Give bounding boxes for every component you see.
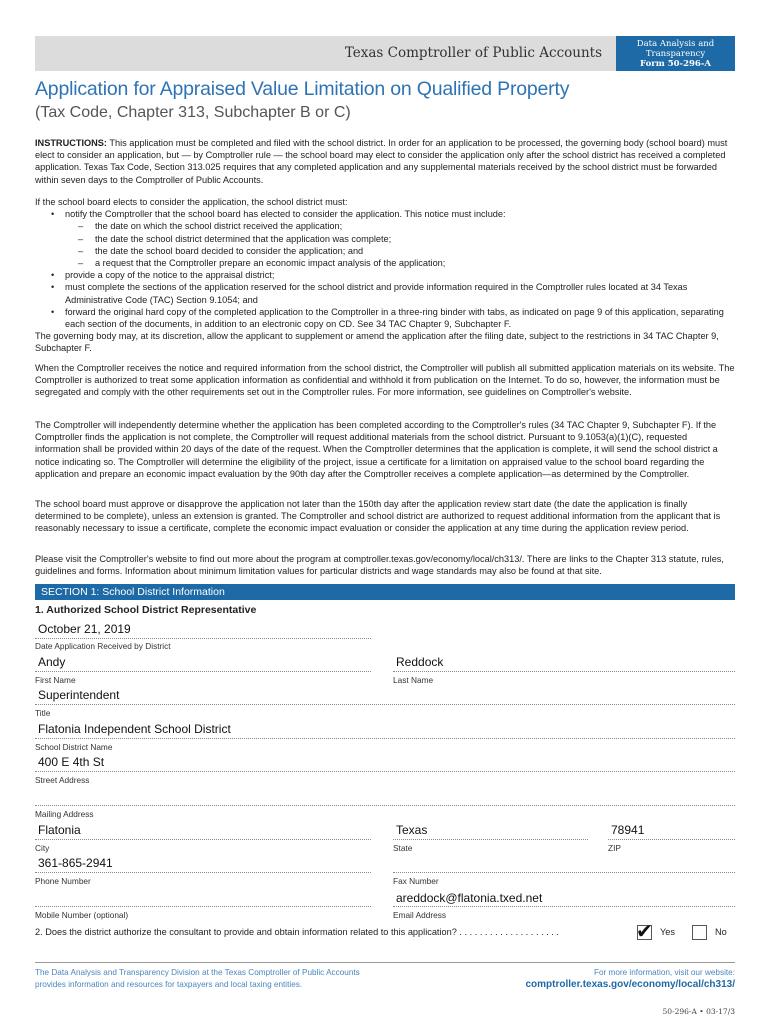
footer-line-2: provides information and resources for taxpayers and local taxing entities. (35, 980, 303, 989)
notice-contents-list (35, 220, 735, 269)
duties-list (35, 208, 735, 330)
street-address-line (35, 771, 735, 772)
zip-label: ZIP (608, 843, 621, 853)
agency-name: Texas Comptroller of Public Accounts (344, 45, 602, 61)
instructions-paragraph-4: The Comptroller will independently determine whether the application has been completed according to the Comptroller's rules (34 TAC Chapter 9, Subchapter F). If the Comptroller finds the application is not complete, the Comptroller will request additional materials from the school district. Pursuant to 9.1053(a)(1)(C), requested information shall be provided within 20 days of the date of the request. When the Comptroller determines that the application is complete, it will send the school district a notice indicating so. The Comptroller will determine the eligibility of the project, issue a certificate for a limitation on appraised value to the school board regarding the application and prepare an economic impact evaluation by the 90th day after the Comptroller receives a complete application—as determined by the Comptroller. (35, 420, 718, 479)
page-title: Application for Appraised Value Limitation on Qualified Property (35, 78, 570, 100)
governing-body-note: The governing body may, at its discretion, allow the applicant to supplement or amend the application after the filing date, subject to the restrictions in 34 TAC Chapter 9, Subchapter F. (35, 331, 719, 354)
fax-line (393, 872, 735, 873)
duty-notify (35, 208, 735, 269)
email-field[interactable]: areddock@flatonia.txed.net (396, 891, 543, 905)
division-line-1: Data Analysis and (636, 39, 715, 49)
duty-notify-text: notify the Comptroller that the school board has elected to consider the application. This notice must include: (65, 209, 506, 220)
footer-website-label: For more information, visit our website: (593, 968, 735, 977)
street-address-label: Street Address (35, 775, 90, 785)
title-field[interactable]: Superintendent (38, 688, 120, 702)
representative-heading: 1. Authorized School District Representative (35, 604, 257, 616)
footer-website-link[interactable]: comptroller.texas.gov/economy/local/ch313/ (525, 979, 735, 990)
last-name-label: Last Name (393, 675, 434, 685)
notice-item: – a request that the Comptroller prepare an economic impact analysis of the application; (35, 257, 735, 269)
yes-label: Yes (660, 927, 675, 937)
zip-line (608, 839, 735, 840)
state-line (393, 839, 588, 840)
last-name-line (393, 671, 735, 672)
phone-field[interactable]: 361-865-2941 (38, 856, 113, 870)
instructions-paragraph-2 (35, 196, 735, 355)
footer-website (525, 967, 735, 991)
footer-divider (35, 962, 735, 963)
no-checkbox[interactable] (692, 925, 707, 940)
date-received-field[interactable]: October 21, 2019 (38, 622, 131, 636)
consultant-authorization-question: 2. Does the district authorize the consultant to provide and obtain information related to this application? . . . . . . . . . . . . . . . . . . . . (35, 927, 559, 937)
city-field[interactable]: Flatonia (38, 823, 81, 837)
instructions-paragraph-5: The school board must approve or disapprove the application not later than the 150th day after the application review start date (the date the application is finally determined to be complete), unless an extension is granted. The Comptroller and school district are authorized to request additional information from the applicant that is reasonably necessary to issue a certificate, complete the economic impact evaluation or consider the application at any time during the application review period. (35, 499, 721, 534)
city-label: City (35, 843, 50, 853)
date-received-line (35, 638, 371, 639)
first-name-field[interactable]: Andy (38, 655, 66, 669)
notice-item: – the date the school district determined that the application was complete; (35, 233, 735, 245)
mobile-label: Mobile Number (optional) (35, 910, 129, 920)
date-received-label: Date Application Received by District (35, 641, 171, 651)
school-district-line (35, 738, 735, 739)
instructions-paragraph-6: Please visit the Comptroller's website to find out more about the program at comptroller.texas.gov/economy/local/ch313/. There are links to the Chapter 313 statute, rules, guidelines and forms. Information about minimum limitation values for particular districts and wage standards may also be found at that site. (35, 554, 724, 577)
footer-line-1: The Data Analysis and Transparency Division at the Texas Comptroller of Public Accounts (35, 968, 360, 977)
phone-line (35, 872, 371, 873)
division-line-2: Transparency (645, 49, 706, 59)
duty-complete-sections: • must complete the sections of the application reserved for the school district and provide information required in the Comptroller rules located at 34 Texas Administrative Code (TAC) Section 9.1054; and (35, 281, 735, 305)
street-address-field[interactable]: 400 E 4th St (38, 755, 105, 769)
mobile-line (35, 906, 371, 907)
form-revision-code: 50-296-A • 03-17/3 (662, 1007, 735, 1016)
mailing-address-line (35, 805, 735, 806)
duty-forward-original: • forward the original hard copy of the completed application to the Comptroller in a three-ring binder with tabs, as indicated on page 9 of this application, separating each section of the documents, in addition to an electronic copy on CD. See 34 TAC Chapter 9, Subchapter F. (35, 306, 735, 330)
first-name-line (35, 671, 371, 672)
form-id-box (616, 36, 735, 71)
email-label: Email Address (393, 910, 447, 920)
footer-description (35, 967, 415, 991)
form-number: Form 50-296-A (640, 59, 711, 69)
notice-item: – the date on which the school district received the application; (35, 220, 735, 232)
checkmark-icon: ✔ (636, 919, 653, 943)
school-district-duties-intro: If the school board elects to consider the application, the school district must: (35, 197, 348, 207)
instructions-text: This application must be completed and filed with the school district. In order for an application to be processed, the governing body (school board) must elect to consider an application, but — by Comptroller rule — the school board may elect to consider the application only after the school district has received a completed application. Texas Tax Code, Section 313.025 requires that any completed application and any supplemental materials received by the school district must be forwarded within seven days to the Comptroller of Public Accounts. (35, 138, 728, 185)
first-name-label: First Name (35, 675, 76, 685)
state-field[interactable]: Texas (396, 823, 428, 837)
last-name-field[interactable]: Reddock (396, 655, 444, 669)
school-district-label: School District Name (35, 742, 113, 752)
instructions-label: INSTRUCTIONS: (35, 138, 107, 148)
phone-label: Phone Number (35, 876, 91, 886)
duty-provide-copy: • provide a copy of the notice to the appraisal district; (35, 269, 735, 281)
email-line (393, 906, 735, 907)
section-1-header: SECTION 1: School District Information (35, 584, 735, 600)
instructions-paragraph-3: When the Comptroller receives the notice and required information from the school district, the Comptroller will publish all submitted application materials on its website. The Comptroller is authorized to treat some application information as confidential and withhold it from publication on the Internet. To do so, however, the information must be segregated and comply with the other requirements set out in the Comptroller rules. For more information, see guidelines on Comptroller's website. (35, 363, 735, 398)
school-district-field[interactable]: Flatonia Independent School District (38, 722, 231, 736)
no-label: No (715, 927, 727, 937)
city-line (35, 839, 371, 840)
zip-field[interactable]: 78941 (611, 823, 645, 837)
state-label: State (393, 843, 413, 853)
mailing-address-label: Mailing Address (35, 809, 94, 819)
page-subtitle: (Tax Code, Chapter 313, Subchapter B or C) (35, 104, 351, 121)
instructions-paragraph-1 (35, 137, 735, 186)
fax-label: Fax Number (393, 876, 439, 886)
notice-item: – the date the school board decided to consider the application; and (35, 245, 735, 257)
title-line (35, 704, 735, 705)
header-bar (35, 36, 616, 71)
title-label: Title (35, 708, 51, 718)
